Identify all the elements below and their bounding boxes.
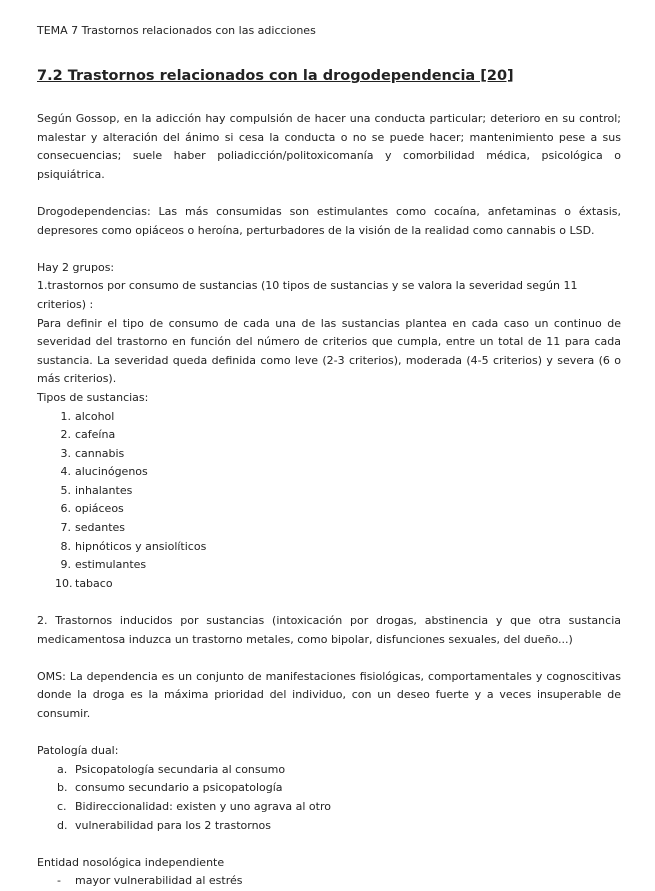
list-item	[37, 798, 621, 817]
list-marker: 1.	[60, 409, 71, 423]
list-item	[37, 538, 621, 557]
list-marker: 7.	[60, 521, 71, 535]
grupo2-paragraph: 2. Trastornos inducidos por sustancias (intoxicación por drogas, abstinencia y que otra sustancia medicamentosa induzca un trastorno metales, como bipolar, disfunciones sexuales, del dueño...)	[37, 614, 621, 646]
sustancias-list	[37, 408, 621, 594]
list-item	[37, 872, 621, 891]
document-body	[37, 110, 621, 891]
entidad-list	[37, 872, 621, 891]
section-title: 7.2 Trastornos relacionados con la drogodependencia [20]	[37, 68, 514, 84]
patologia-dual-label: Patología dual:	[37, 744, 119, 758]
list-marker: d.	[57, 818, 68, 832]
list-item-text: estimulantes	[75, 558, 147, 572]
list-item	[37, 408, 621, 427]
list-item	[37, 779, 621, 798]
grupos-label: Hay 2 grupos:	[37, 260, 115, 274]
list-marker: a.	[57, 762, 68, 776]
list-item	[37, 426, 621, 445]
list-marker: b.	[57, 781, 68, 795]
patologia-dual-list	[37, 761, 621, 835]
list-marker: 3.	[60, 446, 71, 460]
list-item-text: mayor vulnerabilidad al estrés	[75, 874, 243, 888]
list-item-text: cannabis	[75, 446, 125, 460]
list-marker: 6.	[60, 502, 71, 516]
list-item	[37, 482, 621, 501]
list-marker: 4.	[60, 465, 71, 479]
entidad-nosologica-label: Entidad nosológica independiente	[37, 855, 225, 869]
list-item-text: Bidireccionalidad: existen y uno agrava al otro	[75, 799, 331, 813]
grupo1-description: Para definir el tipo de consumo de cada una de las sustancias plantea en cada caso un continuo de severidad del trastorno en función del número de criterios que cumpla, entre un total de 11 para cada sustancia. La severidad queda definida como leve (2-3 criterios), moderada (4-5 criterios) y severa (6 o más criterios).	[37, 316, 621, 386]
oms-paragraph: OMS: La dependencia es un conjunto de manifestaciones fisiológicas, comportamentales y cognoscitivas donde la droga es la máxima prioridad del individuo, con un deseo fuerte y a veces insuperable de consumir.	[37, 669, 621, 720]
list-marker: 5.	[60, 483, 71, 497]
list-item	[37, 463, 621, 482]
list-item	[37, 817, 621, 836]
list-marker: 2.	[60, 428, 71, 442]
list-item	[37, 445, 621, 464]
list-item-text: tabaco	[75, 576, 113, 590]
list-item	[37, 500, 621, 519]
list-item-text: opiáceos	[75, 502, 124, 516]
gossop-paragraph: Según Gossop, en la adicción hay compulsión de hacer una conducta particular; deterioro en su control; malestar y alteración del ánimo si cesa la conducta o no se puede hacer; mantenimiento pese a sus consecuencias; suele haber poliadicción/politoxicomanía y comorbilidad médica, psicológica o psiquiátrica.	[37, 112, 621, 181]
list-item-text: cafeína	[75, 428, 116, 442]
list-item-text: inhalantes	[75, 483, 133, 497]
list-item-text: Psicopatología secundaria al consumo	[75, 762, 286, 776]
tipos-label: Tipos de sustancias:	[37, 390, 149, 404]
list-marker: 8.	[60, 539, 71, 553]
list-marker: c.	[57, 799, 67, 813]
drogodependencias-paragraph: Drogodependencias: Las más consumidas son estimulantes como cocaína, anfetaminas o éxtasis, depresores como opiáceos o heroína, perturbadores de la visión de la realidad como cannabis o LSD.	[37, 204, 621, 237]
list-item-text: vulnerabilidad para los 2 trastornos	[75, 818, 271, 832]
list-item	[37, 519, 621, 538]
grupo1-line: 1.trastornos por consumo de sustancias (10 tipos de sustancias y se valora la severidad según 11 criterios) :	[37, 279, 578, 311]
list-marker: -	[57, 874, 61, 888]
list-item	[37, 761, 621, 780]
document-header: TEMA 7 Trastornos relacionados con las adicciones	[37, 24, 316, 37]
list-item-text: sedantes	[75, 521, 126, 535]
list-marker: 10.	[55, 576, 73, 590]
list-item-text: consumo secundario a psicopatología	[75, 781, 283, 795]
list-marker: 9.	[60, 558, 71, 572]
list-item-text: hipnóticos y ansiolíticos	[75, 539, 207, 553]
list-item-text: alucinógenos	[75, 465, 148, 479]
list-item	[37, 575, 621, 594]
list-item-text: alcohol	[75, 409, 115, 423]
list-item	[37, 556, 621, 575]
